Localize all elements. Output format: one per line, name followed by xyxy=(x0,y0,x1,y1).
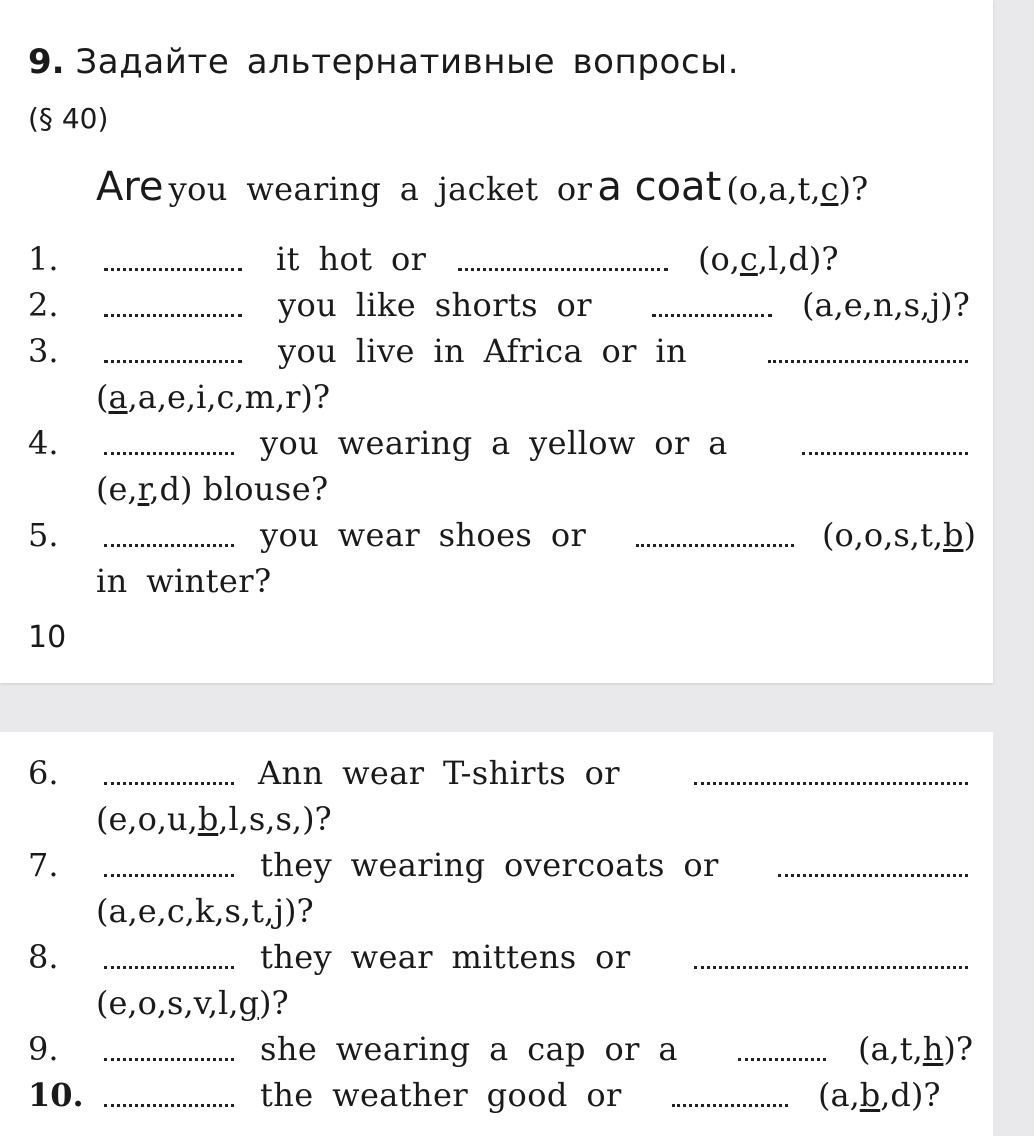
item-number: 3. xyxy=(28,332,59,370)
item-hint: (e,o,s,v,l,g)? xyxy=(96,984,289,1022)
item-hint: (a,e,c,k,s,t,j)? xyxy=(96,892,314,930)
paragraph-reference: (§ 40) xyxy=(28,102,109,135)
textbook-page-11 xyxy=(0,732,993,1136)
item-hint: (a,t,h)? xyxy=(858,1030,974,1068)
item-text: they wear mittens or xyxy=(260,938,631,976)
answer-blank[interactable] xyxy=(652,314,772,317)
item-number: 9. xyxy=(28,1030,59,1068)
item-number: 6. xyxy=(28,754,59,792)
answer-blank[interactable] xyxy=(104,544,234,547)
answer-blank[interactable] xyxy=(104,360,242,363)
answer-blank[interactable] xyxy=(694,782,968,785)
answer-blank[interactable] xyxy=(636,544,794,547)
item-tail: in winter? xyxy=(96,562,272,600)
item-text: they wearing overcoats or xyxy=(260,846,719,884)
answer-blank[interactable] xyxy=(694,966,968,969)
answer-blank[interactable] xyxy=(104,874,234,877)
item-number: 7. xyxy=(28,846,59,884)
example-line xyxy=(96,164,868,210)
item-number: 1. xyxy=(28,240,59,278)
item-hint: (a,b,d)? xyxy=(818,1076,941,1114)
answer-blank[interactable] xyxy=(458,268,668,271)
exercise-heading xyxy=(28,42,739,82)
item-hint: (o,o,s,t,b) xyxy=(822,516,976,554)
item-text: you like shorts or xyxy=(278,286,592,324)
item-number: 4. xyxy=(28,424,59,462)
item-text: Ann wear T-shirts or xyxy=(258,754,620,792)
item-text: you wear shoes or xyxy=(260,516,587,554)
answer-blank[interactable] xyxy=(768,360,968,363)
page-number: 10 xyxy=(28,620,67,655)
item-hint: (e,r,d) blouse? xyxy=(96,470,329,508)
item-number: 5. xyxy=(28,516,59,554)
item-number: 10. xyxy=(28,1076,84,1114)
item-hint: (a,e,n,s,j)? xyxy=(802,286,970,324)
exercise-number: 9. xyxy=(28,42,65,82)
answer-blank[interactable] xyxy=(104,1104,234,1107)
item-text: you wearing a yellow or a xyxy=(260,424,728,462)
item-hint: (a,a,e,i,c,m,r)? xyxy=(96,378,331,416)
example-text: you wearing a jacket or xyxy=(168,170,593,208)
answer-blank[interactable] xyxy=(104,1058,234,1061)
answer-blank[interactable] xyxy=(802,452,968,455)
item-hint: (o,c,l,d)? xyxy=(698,240,839,278)
answer-blank[interactable] xyxy=(104,314,242,317)
answer-blank[interactable] xyxy=(778,874,968,877)
item-text: it hot or xyxy=(276,240,427,278)
example-hint: (o,a,t,c)? xyxy=(726,170,869,208)
item-text: she wearing a cap or a xyxy=(260,1030,678,1068)
answer-blank[interactable] xyxy=(104,268,242,271)
answer-blank[interactable] xyxy=(104,452,234,455)
item-text: you live in Africa or in xyxy=(278,332,688,370)
item-hint: (e,o,u,b,l,s,s,)? xyxy=(96,800,332,838)
answer-blank[interactable] xyxy=(104,966,234,969)
exercise-title: Задайте альтернативные вопросы. xyxy=(75,42,740,82)
answer-blank[interactable] xyxy=(738,1058,826,1061)
item-text: the weather good or xyxy=(260,1076,622,1114)
item-number: 8. xyxy=(28,938,59,976)
answer-blank[interactable] xyxy=(104,782,234,785)
example-handwritten-are: Are xyxy=(96,164,164,210)
item-number: 2. xyxy=(28,286,59,324)
answer-blank[interactable] xyxy=(672,1104,788,1107)
example-handwritten-answer: a coat xyxy=(597,164,722,210)
